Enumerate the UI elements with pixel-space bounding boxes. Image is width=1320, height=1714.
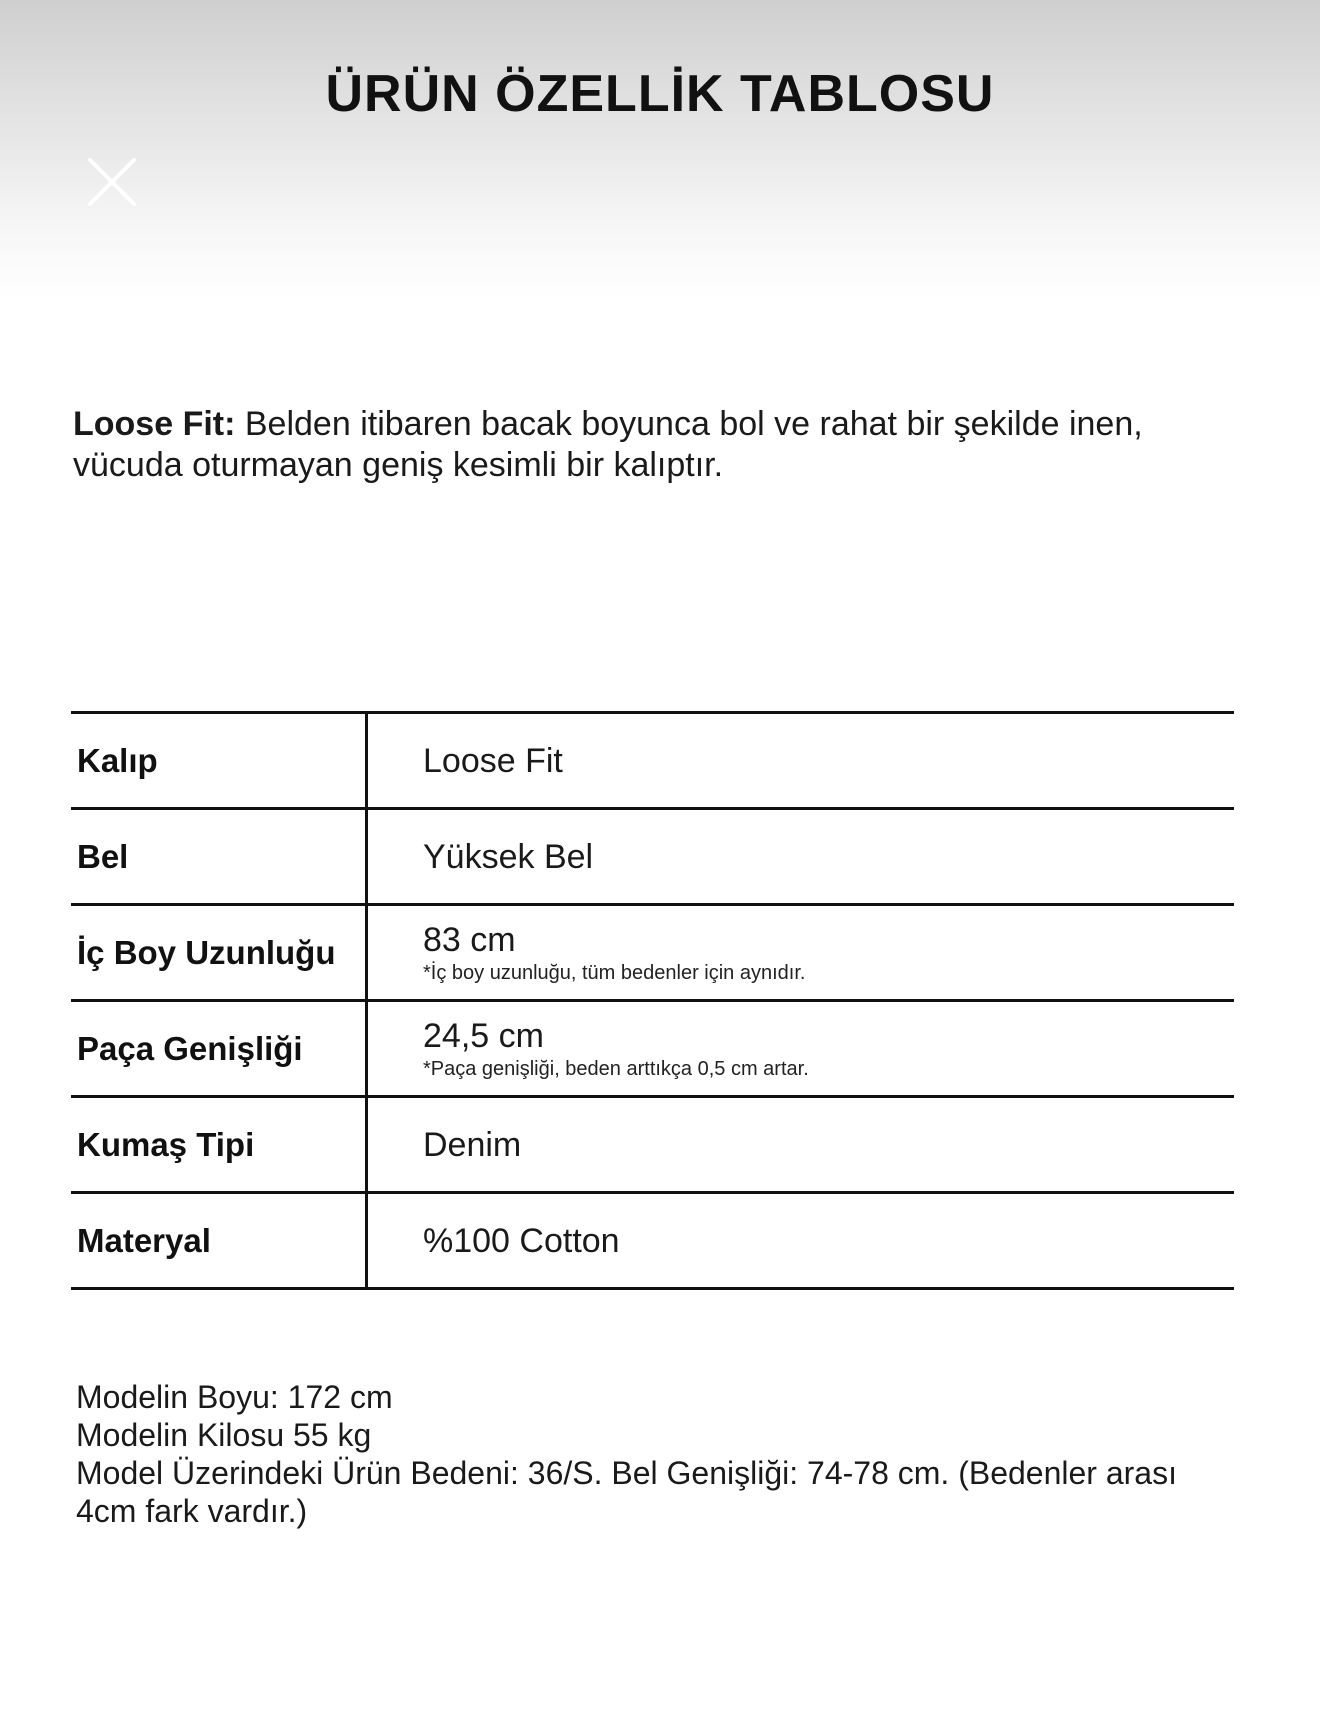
spec-value-cell [423,906,1223,999]
spec-value: %100 Cotton [423,1221,620,1260]
header [0,0,1320,300]
spec-label: Materyal [77,1221,211,1259]
fit-description [73,404,1223,486]
spec-value: Yüksek Bel [423,837,594,876]
close-button[interactable] [86,156,138,208]
model-weight: Modelin Kilosu 55 kg [76,1417,372,1453]
spec-row-bel [71,810,1234,906]
spec-row-materyal [71,1194,1234,1290]
spec-value: Loose Fit [423,741,563,780]
page-title: ÜRÜN ÖZELLİK TABLOSU [325,65,995,123]
spec-label: Kumaş Tipi [77,1125,255,1163]
spec-label: Bel [77,837,129,875]
column-divider [365,810,368,903]
spec-table [71,711,1234,1290]
spec-row-kalip [71,714,1234,810]
spec-value: 24,5 cm [423,1016,544,1055]
model-info [76,1378,1236,1530]
column-divider [365,906,368,999]
spec-label: Kalıp [77,741,158,779]
model-height: Modelin Boyu: 172 cm [76,1379,393,1415]
spec-value-cell [423,1098,1223,1191]
spec-note: *Paça genişliği, beden arttıkça 0,5 cm artar. [423,1057,809,1080]
fit-description-text: Belden itibaren bacak boyunca bol ve rahat bir şekilde inen, vücuda oturmayan geniş kesimli bir kalıptır. [73,405,1143,484]
spec-value-cell [423,1194,1223,1287]
column-divider [365,1002,368,1095]
spec-row-ic-boy [71,906,1234,1002]
close-icon [86,156,138,208]
fit-description-title: Loose Fit: [73,405,236,443]
spec-value-cell [423,810,1223,903]
column-divider [365,1194,368,1287]
spec-value: 83 cm [423,920,516,959]
spec-label: İç Boy Uzunluğu [77,933,336,971]
model-size: Model Üzerindeki Ürün Bedeni: 36/S. Bel Genişliği: 74-78 cm. (Bedenler arası 4cm fark vardır.) [76,1455,1177,1529]
spec-row-paca [71,1002,1234,1098]
spec-value-cell [423,1002,1223,1095]
spec-row-kumas [71,1098,1234,1194]
spec-value-cell [423,714,1223,807]
column-divider [365,714,368,807]
spec-note: *İç boy uzunluğu, tüm bedenler için aynıdır. [423,961,806,984]
column-divider [365,1098,368,1191]
spec-value: Denim [423,1125,522,1164]
spec-label: Paça Genişliği [77,1029,303,1067]
